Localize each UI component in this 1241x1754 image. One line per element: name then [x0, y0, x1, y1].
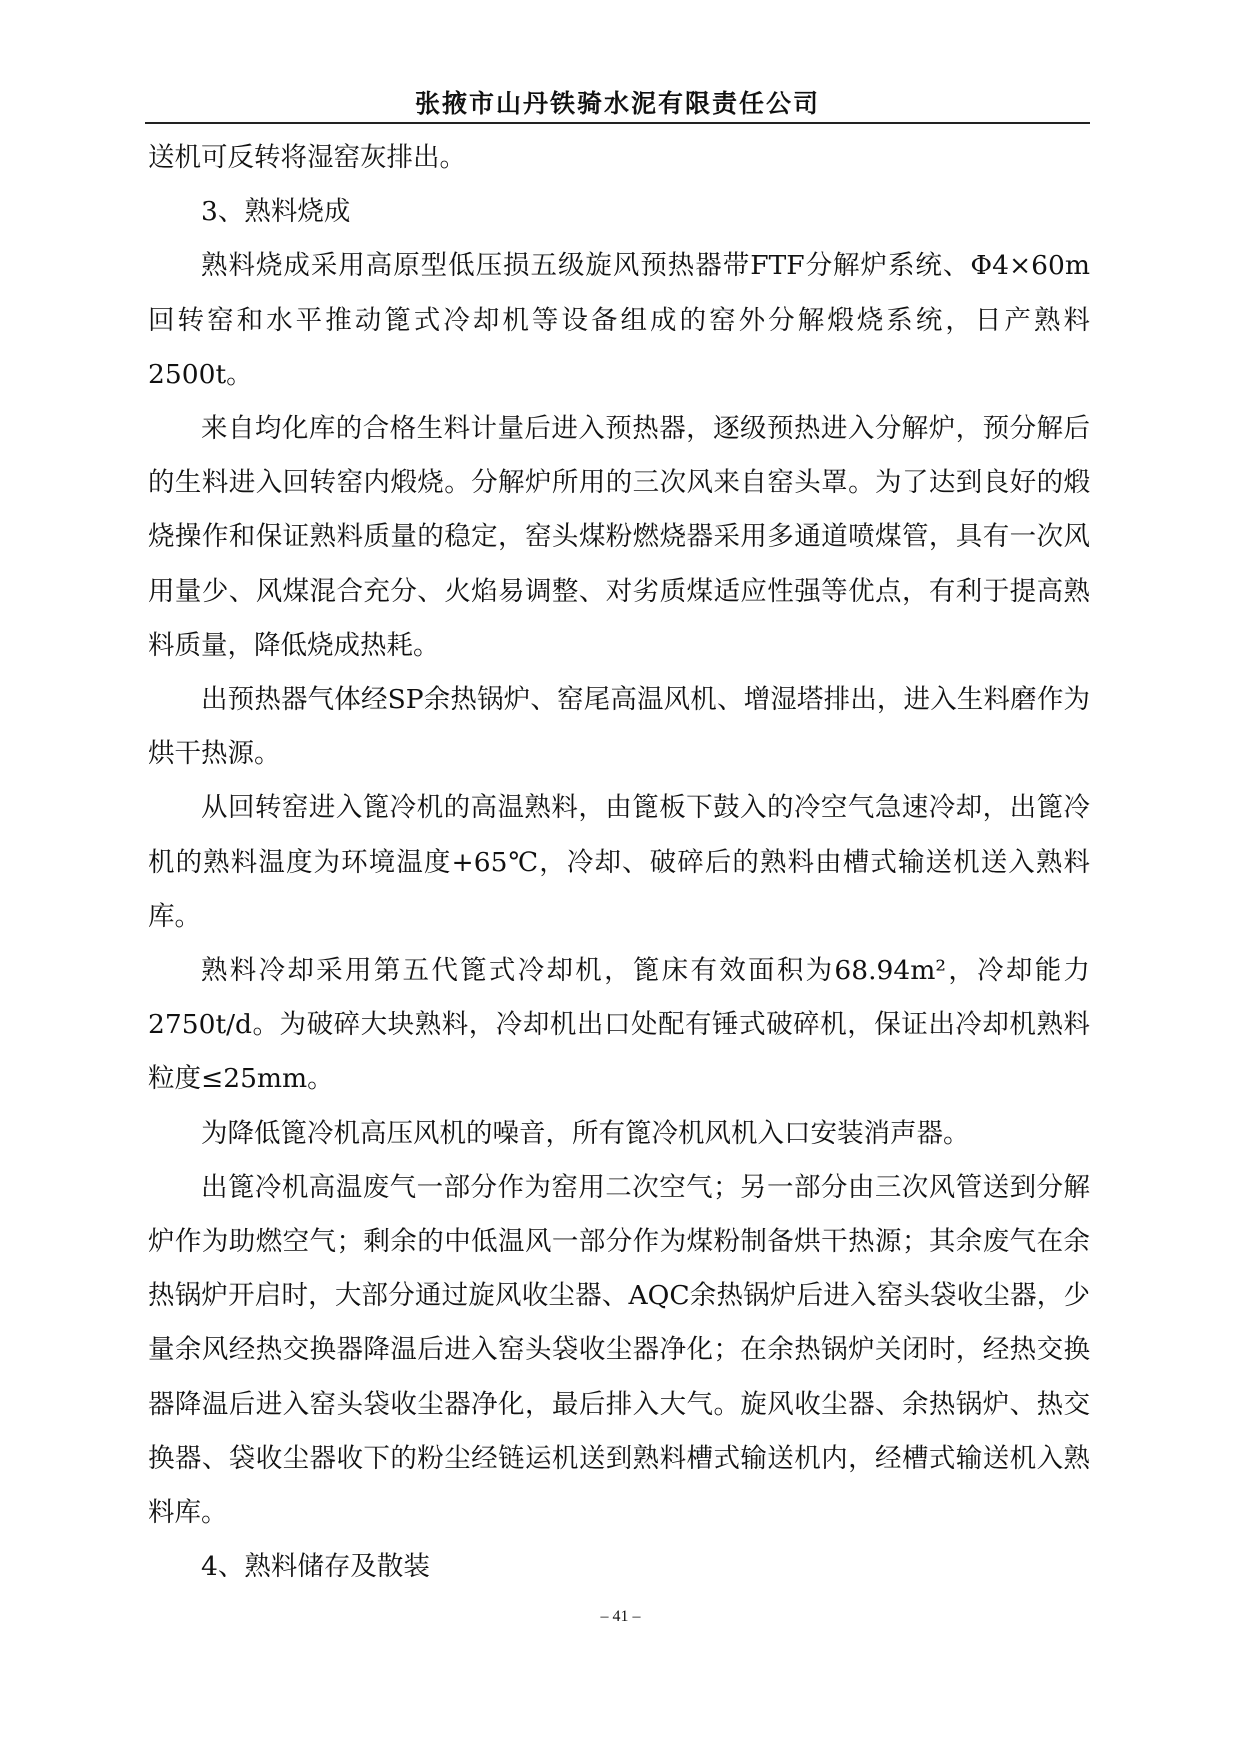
body-paragraph: 来自均化库的合格生料计量后进入预热器，逐级预热进入分解炉，预分解后的生料进入回转窑内煅烧。分解炉所用的三次风来自窑头罩。为了达到良好的煅烧操作和保证熟料质量的稳定，窑头煤粉燃烧器采用多通道喷煤管，具有一次风用量少、风煤混合充分、火焰易调整、对劣质煤适应性强等优点，有利于提高熟料质量，降低烧成热耗。: [148, 413, 1090, 661]
company-header: 张掖市山丹铁骑水泥有限责任公司: [414, 89, 820, 118]
body-paragraph: 出篦冷机高温废气一部分作为窑用二次空气；另一部分由三次风管送到分解炉作为助燃空气；剩余的中低温风一部分作为煤粉制备烘干热源；其余废气在余热锅炉开启时，大部分通过旋风收尘器、AQC余热锅炉后进入窑头袋收尘器，少量余风经热交换器降温后进入窑头袋收尘器净化；在余热锅炉关闭时，经热交换器降温后进入窑头袋收尘器净化，最后排入大气。旋风收尘器、余热锅炉、热交换器、袋收尘器收下的粉尘经链运机送到熟料槽式输送机内，经槽式输送机入熟料库。: [148, 1171, 1090, 1529]
header-divider: [145, 122, 1090, 124]
body-paragraph: 送机可反转将湿窑灰排出。: [148, 142, 466, 173]
body-paragraph: 出预热器气体经SP余热锅炉、窑尾高温风机、增湿塔排出，进入生料磨作为烘干热源。: [148, 684, 1090, 770]
body-paragraph: 熟料冷却采用第五代篦式冷却机，篦床有效面积为68.94m²，冷却能力2750t/d。为破碎大块熟料，冷却机出口处配有锤式破碎机，保证出冷却机熟料粒度≤25mm。: [148, 955, 1090, 1095]
body-paragraph: 熟料烧成采用高原型低压损五级旋风预热器带FTF分解炉系统、Φ4×60m回转窑和水平推动篦式冷却机等设备组成的窑外分解煅烧系统，日产熟料2500t。: [148, 250, 1090, 390]
body-paragraph: 为降低篦冷机高压风机的噪音，所有篦冷机风机入口安装消声器。: [201, 1117, 970, 1149]
body-paragraph: 4、熟料储存及散装: [201, 1551, 430, 1583]
document-body: [148, 131, 1090, 1594]
body-paragraph: 3、熟料烧成: [201, 196, 351, 228]
page-number: – 41 –: [600, 1608, 641, 1625]
body-paragraph: 从回转窑进入篦冷机的高温熟料，由篦板下鼓入的冷空气急速冷却，出篦冷机的熟料温度为环境温度+65℃，冷却、破碎后的熟料由槽式输送机送入熟料库。: [148, 792, 1090, 932]
